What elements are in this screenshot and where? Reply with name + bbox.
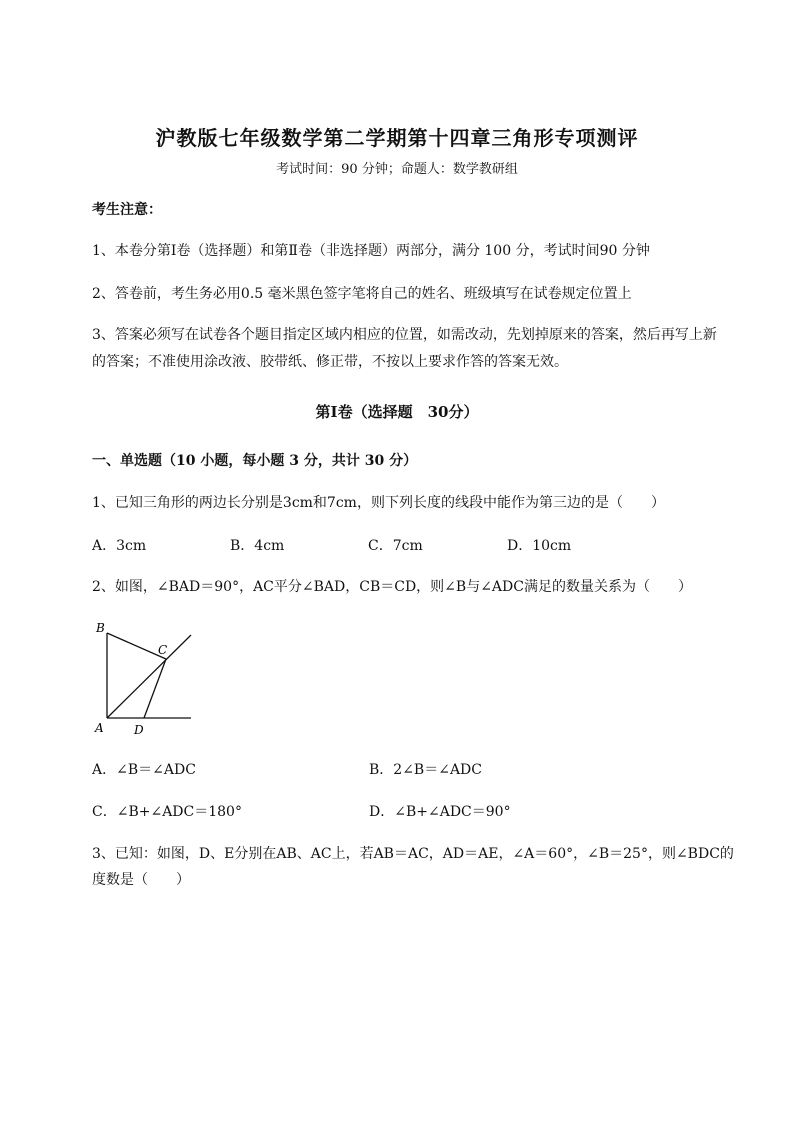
- label-d: D: [134, 723, 144, 737]
- question-2-stem: 2、如图，∠BAD＝90°，AC平分∠BAD，CB＝CD，则∠B与∠ADC满足的数量关系为（ ）: [92, 579, 692, 595]
- label-c: C: [158, 643, 168, 657]
- notice-heading: 考生注意：: [92, 202, 162, 218]
- question-1-option-c: C．7cm: [368, 538, 423, 554]
- notice-item-1: 1、本卷分第Ⅰ卷（选择题）和第Ⅱ卷（非选择题）两部分，满分 100 分，考试时间90 分钟: [92, 243, 650, 259]
- exam-subtitle: 考试时间：90 分钟；命题人：数学教研组: [276, 162, 518, 177]
- question-3-stem-line-1: 3、已知：如图，D、E分别在AB、AC上，若AB＝AC，AD＝AE，∠A＝60°，∠B＝25°，则∠BDC的: [92, 846, 734, 862]
- label-b: B: [96, 621, 105, 635]
- question-3-stem-line-2: 度数是（ ）: [92, 872, 190, 888]
- question-2-figure: [88, 614, 198, 738]
- question-1-stem: 1、已知三角形的两边长分别是3cm和7cm，则下列长度的线段中能作为第三边的是（ ）: [92, 495, 665, 511]
- question-2-option-c: C．∠B+∠ADC＝180°: [92, 804, 242, 820]
- question-2-option-b: B．2∠B＝∠ADC: [369, 762, 482, 778]
- page-title: 沪教版七年级数学第二学期第十四章三角形专项测评: [155, 126, 639, 150]
- question-1-option-a: A．3cm: [92, 538, 147, 554]
- segment-cd: [144, 659, 166, 718]
- question-1-option-b: B．4cm: [230, 538, 285, 554]
- notice-item-3-line-1: 3、答案必须写在试卷各个题目指定区域内相应的位置，如需改动，先划掉原来的答案，然后再写上新: [92, 327, 717, 343]
- question-1-option-d: D．10cm: [507, 538, 572, 554]
- label-a: A: [95, 721, 104, 735]
- notice-item-3-line-2: 的答案；不准使用涂改液、胶带纸、修正带，不按以上要求作答的答案无效。: [92, 354, 568, 370]
- section-title: 第Ⅰ卷（选择题 30分）: [315, 403, 479, 421]
- question-2-option-d: D．∠B+∠ADC＝90°: [369, 804, 511, 820]
- notice-item-2: 2、答卷前，考生务必用0.5 毫米黑色签字笔将自己的姓名、班级填写在试卷规定位置上: [92, 286, 632, 302]
- part-heading: 一、单选题（10 小题，每小题 3 分，共计 30 分）: [92, 453, 418, 469]
- question-2-option-a: A．∠B＝∠ADC: [92, 762, 196, 778]
